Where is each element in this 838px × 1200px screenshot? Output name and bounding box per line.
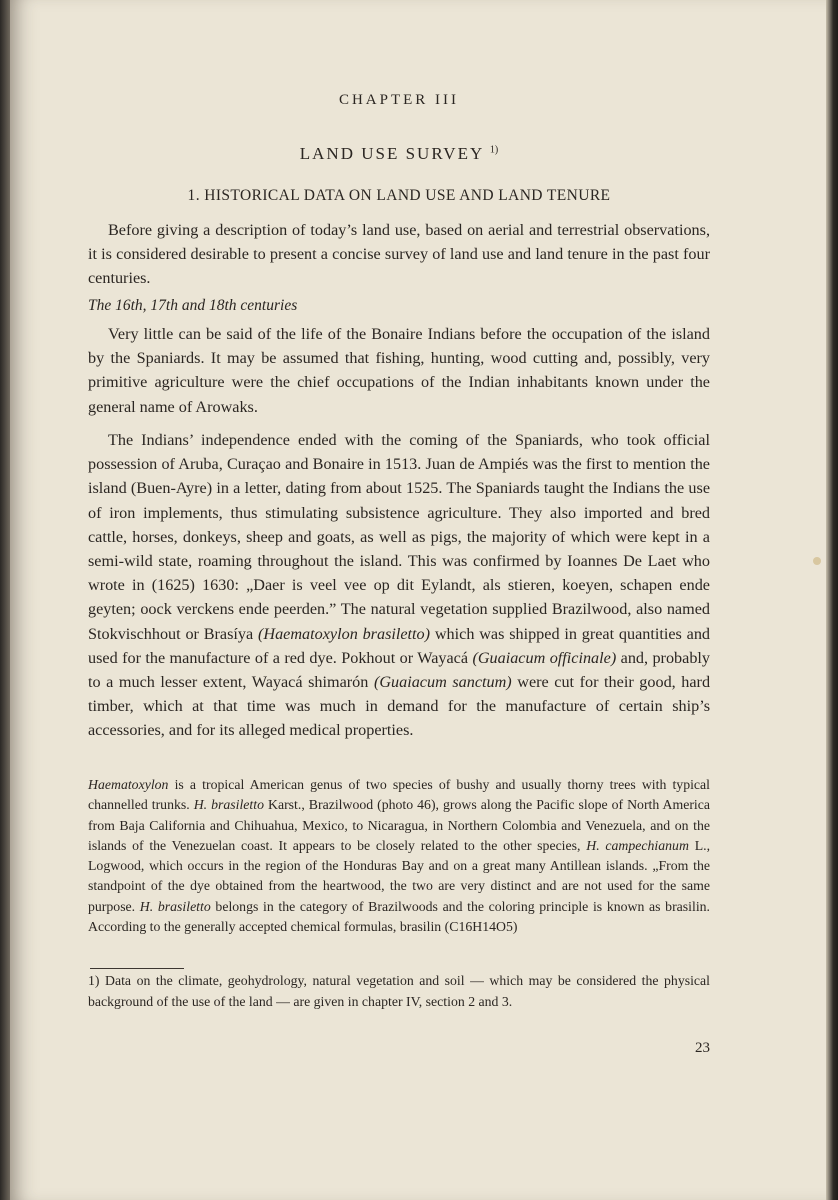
paragraph-spaniards	[88, 428, 710, 743]
paragraph-text: were cut for their good, hard timber, which at that time was much in demand for the manufacture of certain ship’s accessories, and for its alleged medical properties.	[88, 673, 711, 740]
footnote-marker: 1)	[88, 973, 100, 988]
chapter-title-text: LAND USE SURVEY	[299, 144, 484, 163]
species-name: (Guaiacum officinale)	[472, 648, 617, 667]
footnote-text: Data on the climate, geohydrology, natural vegetation and soil — which may be considered the physical background of the use of the land — are given in chapter IV, section 2 and 3.	[88, 973, 711, 1009]
footnote-reference: 1)	[489, 144, 499, 156]
paragraph-indians: Very little can be said of the life of the Bonaire Indians before the occupation of the island by the Spaniards. It may be assumed that fishing, hunting, wood cutting and, possibly, very primitive agriculture were the chief occupations of the Indian inhabitants known under the general name of Arowaks.	[88, 325, 710, 416]
species-name: H. campechianum	[586, 837, 689, 853]
chapter-label: CHAPTER III	[338, 92, 460, 108]
note-text: Karst., Brazilwood (photo 46), grows along the Pacific slope of North America from Baja California and Chihuahua, Mexico, to Nicaragua, in Northern Colombia and Venezuela, and on the islands of the Venezuelan coast. It appears to be closely related to the other species,	[88, 797, 710, 853]
note-text: L., Logwood, which occurs in the region of the Honduras Bay and on a great many Antillean islands. „From the standpoint of the dye obtained from the heartwood, the two are very distinct and are not used for the same purpose.	[88, 837, 711, 914]
species-name: H. brasiletto	[139, 898, 211, 914]
botanical-note	[88, 775, 710, 937]
intro-paragraph: Before giving a description of today’s land use, based on aerial and terrestrial observations, it is considered desirable to present a concise survey of land use and land tenure in the past four centuries.	[88, 221, 710, 288]
subheading: The 16th, 17th and 18th centuries	[88, 297, 298, 314]
paragraph-text: The Indians’ independence ended with the coming of the Spaniards, who took official possession of Aruba, Curaçao and Bonaire in 1513. Juan de Ampiés was the first to mention the island (Buen-Ayre) in a letter, dating from about 1525. The Spaniards taught the Indians the use of iron implements, thus stimulating subsistence agriculture. They also imported and bred cattle, horses, donkeys, sheep and goats, as well as pigs, the majority of which were kept in a semi-wild state, roaming throughout the island. This was confirmed by Ioannes De Laet who wrote in (1625) 1630: „Daer is veel vee op dit Eylandt, als stieren, koeyen, schapen ende geyten; oock verckens ende peerden.” The natural vegetation supplied Brazilwood, also named Stokvischhout or Brasíya	[88, 431, 710, 643]
species-name: (Guaiacum sanctum)	[373, 673, 512, 692]
paragraph-text: and, probably to a much lesser extent, Wayacá shimarón	[88, 648, 711, 692]
page-edge	[826, 0, 838, 1200]
section-heading: 1. HISTORICAL DATA ON LAND USE AND LAND TENURE	[187, 187, 611, 204]
note-text: belongs in the category of Brazilwoods and the coloring principle is known as brasilin. According to the generally accepted chemical formulas, brasilin (C16H14O5)	[88, 898, 710, 935]
book-page	[10, 0, 826, 1200]
species-name: H. brasiletto	[193, 797, 264, 813]
note-text: is a tropical American genus of two species of bushy and usually thorny trees with typical channelled trunks.	[88, 777, 711, 813]
footnote-divider	[90, 968, 184, 969]
chapter-title	[88, 144, 710, 164]
species-name: Haematoxylon	[88, 777, 169, 792]
paragraph-text: which was shipped in great quantities and used for the manufacture of a red dye. Pokhout or Wayacá	[88, 624, 711, 667]
species-name: (Haematoxylon brasiletto)	[258, 624, 431, 643]
footnote	[88, 971, 710, 1012]
page-number: 23	[695, 1040, 710, 1056]
paper-spot	[813, 557, 821, 565]
